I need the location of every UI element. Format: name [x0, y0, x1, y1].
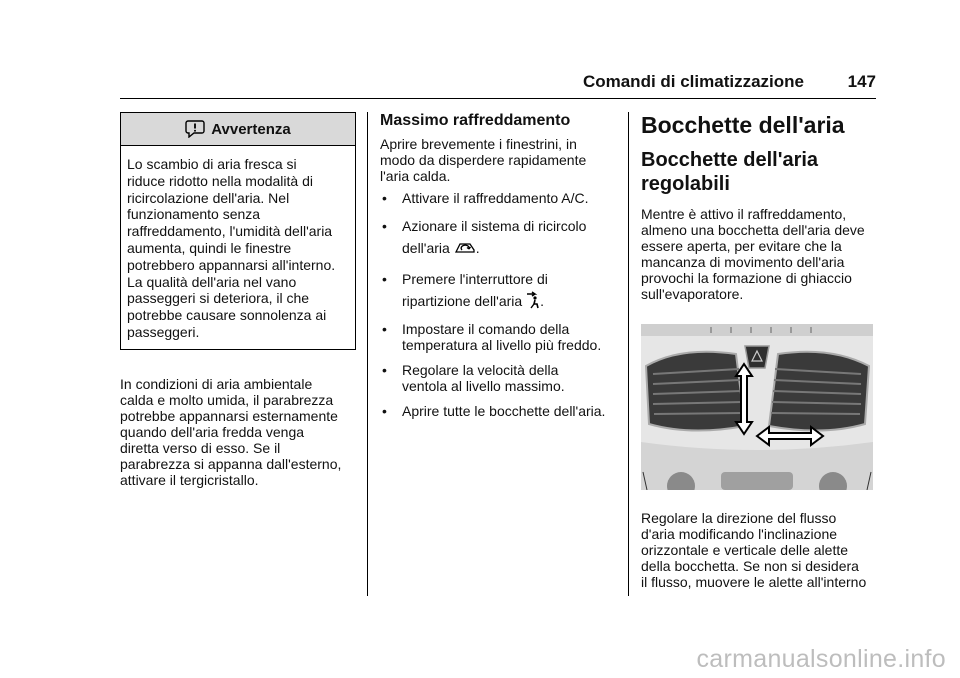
list-item: • Premere l'interruttore di ripartizione dell'aria . — [382, 271, 548, 309]
humidity-paragraph: In condizioni di aria ambientale calda e molto umida, il parabrezza potrebbe appannarsi esternamente quando dell'aria fredda venga diretta verso di esso. Se il parabrezza si appanna dall'esterno, attivare il tergicristallo. — [120, 375, 342, 488]
column-2 — [380, 112, 616, 428]
page-number: 147 — [847, 72, 876, 91]
list-item: • Aprire tutte le bocchette dell'aria. — [382, 403, 606, 419]
adjustable-vents-heading: Bocchette dell'aria regolabili — [641, 149, 819, 195]
max-cooling-steps — [380, 190, 616, 419]
page-header — [120, 70, 876, 99]
air-vents-illustration — [641, 324, 873, 490]
vents-caption: Regolare la direzione del flusso d'aria modificando l'inclinazione orizzontale e verticale delle alette della bocchetta. Se non si desidera il flusso, muovere le alette all'interno — [641, 510, 867, 590]
max-cooling-intro: Aprire brevemente i finestrini, in modo da disperdere rapidamente l'aria calda. — [380, 136, 587, 184]
watermark: carmanualsonline.info — [696, 645, 946, 673]
recirculation-icon — [454, 240, 476, 256]
column-divider-2 — [628, 112, 629, 596]
vents-heading: Bocchette dell'aria — [641, 112, 845, 138]
list-item: • Attivare il raffreddamento A/C. — [382, 190, 589, 206]
column-3 — [641, 112, 877, 590]
warning-header — [121, 113, 355, 146]
max-cooling-heading: Massimo raffreddamento — [380, 112, 571, 129]
warning-text: Lo scambio di aria fresca si riduce ridotto nella modalità di ricircolazione dell'aria. Nel funzionamento senza raffreddamento, l'umidità dell'aria aumenta, quindi le finestre potrebbero appannarsi all'interno. La qualità dell'aria nel vano passeggeri si deteriora, il che potrebbe causare sonnolenza ai passeggeri. — [127, 156, 336, 340]
warning-speech-icon — [185, 120, 205, 138]
warning-box — [120, 112, 356, 350]
column-divider-1 — [367, 112, 368, 596]
section-title: Comandi di climatizzazione — [582, 72, 804, 91]
column-1 — [120, 112, 356, 488]
list-item: • Regolare la velocità della ventola al livello massimo. — [382, 362, 565, 394]
vents-paragraph: Mentre è attivo il raffreddamento, almeno una bocchetta dell'aria deve essere aperta, per evitare che la mancanza di movimento dell'aria provochi la formazione di ghiaccio sull'evaporatore. — [641, 206, 865, 302]
list-item: • Impostare il comando della temperatura al livello più freddo. — [382, 321, 602, 353]
air-distribution-icon — [526, 291, 540, 309]
list-item: • Azionare il sistema di ricircolo dell'aria . — [382, 218, 587, 256]
dashboard-vents-drawing — [641, 324, 873, 490]
warning-title: Avvertenza — [211, 120, 291, 138]
